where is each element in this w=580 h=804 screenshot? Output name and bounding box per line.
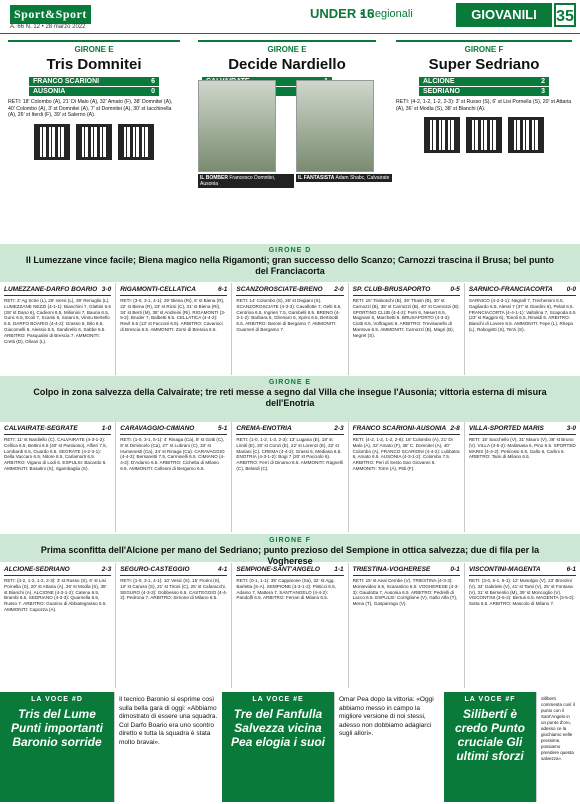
band-headline: Prima sconfitta dell'Alcione per mano del Sedriano; punto prezioso del Sempione in ottica salvezza; due di fila per la Vogherese [40, 545, 540, 566]
card-girone: GIRONE E [8, 40, 180, 54]
qr-code-icon[interactable] [76, 124, 112, 160]
score-row: SEDRIANO 3 [419, 87, 549, 96]
qr-code-icon[interactable] [466, 117, 502, 153]
photo-caption: IL BOMBER Francesco Domnitei, Ausonia [198, 174, 294, 188]
card-title: Super Sedriano [428, 56, 540, 73]
band-girone: GIRONE D [268, 247, 312, 254]
section-title: GIOVANILI [456, 3, 552, 27]
band-girone: GIRONE E [268, 379, 312, 386]
match-report: SCANZOROSCIATE-BRENO 2-0 RETI: 14' Colombo (S), 36' st Degiani (S). SCANZOROSCIATE (4-3-3): Cavallotte 7, Gelti 6.5, Centrina 6.5, Ingrieri 7.5, Gambelli 6.5. BRENO (4-3-1-2): Barbara 6, Ghenaro 6, Sprini 6.5, Bertinotti 6.5. ARBITRO: Baroni di Bergamo 7. AMMONITI: Guarneri di Bergamo 7. [232, 283, 348, 375]
band-headline: Il Lumezzane vince facile; Biena magico nella Rigamonti; gran successo dello Scanzo; Carnozzi trascina il Brusa; bel punto del Franciacorta [25, 255, 555, 276]
page-number: 35 [554, 3, 576, 27]
score-row: FRANCO SCARIONI 6 [29, 77, 159, 86]
card-title: Tris Domnitei [46, 56, 142, 73]
match-report: FRANCO SCARIONI-AUSONIA 2-8 RETI: (4-2, 1-2, 1-2, 2-8): 18' Colombo (A), 21' Di Malo (A), 32' Amato (F), 38' C. Domnitei (A), 40' Colombo (A). FRANCO SCARIONI (4-4-2): Lubbatra 6, Amato 6.5. AUSONIA (4-3-1-2): Colombo 7.5. ARBITRO: Peri di Sesto San Giovanni 6. AMMONITI: Torre (A), Pitti (F). [349, 422, 465, 532]
matches-row-d [0, 283, 580, 375]
section-band-girone-f [0, 534, 580, 566]
match-report: SP. CLUB-BRUSAPORTO 0-5 RETI: 15' Tiraboschi (B), 39' Thaim (B), 30' st Carnozzi (B), 35' st Carnozzi (B), 40' st Carnozzi (B). SPORTING CLUB (4-4-2): Ferri 6, Nesert 6.5, Magnani 6, Marchetti 6. BRUSAPORTO (4-3-3): Ciotti 6.5, Volfragosi 6. ARBITRO: Trevisanello di Mantova 6.5. AMMONITI: Carnozzi (B), Magri (B), Negret (S). [349, 283, 465, 375]
match-report: CARAVAGGIO-CIMIANO 5-1 RETI: (1-0, 3-1, 5-1): 4' Rinaga (Ca), 8' st Gotti (C), 8' st Dimiscelo (Ca), 27' st Lubrani (C), 33' st Humenesti (Ca), 34' st Rinaga (Ca). CARAVAGGIO (4-4-3): Bersanetti 7.5, Carminelli 6.5. CIMIANO (4-4-2): D'Adamo 6.5. ARBITRO: Cichelta di Milano 6.5. AMMONITI: Colleoni di Bergamo 6.5. [116, 422, 232, 532]
player-photo-fantasista [296, 80, 374, 172]
score-row: ALCIONE 2 [419, 77, 549, 86]
player-photo-bomber [198, 80, 276, 172]
voice-text-f: Sillberti commenta così il punto con il Sant'Angelo in un punto d'oro, adesso ce la giochiamo nelle prossime, possiamo prendere questa salvezza». [536, 692, 580, 802]
match-report: TRIESTINA-VOGHERESE 0-1 RETI: 15' st Aeal Cembe (V). TRIESTINA (4-3-3): Montevideo 6.5, Scarantino 6.5. VOGHERESE (4-3-3): Gaudotta 7, Ausonia 6.5. ARBITRO: Pedrelli di Lacco 6.5. ESPULSI: Corriglione (V), Gallo Alfa (T), Mena (T), Gasparrago (V). [349, 563, 465, 688]
card-title: Decide Nardiello [228, 56, 346, 73]
page-header [0, 0, 580, 34]
match-report: SEGURO-CASTEGGIO 4-1 RETI: (1-0, 3-1, 4-1): 10' Vesic (S), 15' Fiorini (S), 10' st Caruso (S), 21' st Tironi (C), 25' st Cafaracchi. SEGURO (4-3-3): Gobbesso 6.5. CASTEGGIO (4-4-2): Pedrona 7. ARBITRO: Simone di Milano 6.5. [116, 563, 232, 688]
qr-codes [396, 115, 572, 160]
voice-text-d: Il tecnico Baronio si esprime così sulla bella gara di oggi: «Abbiamo dimostrato di essere una squadra. Col Darfo Boario era uno scontro diretto e tutta la squadra è stata molto bravai». [114, 692, 222, 802]
match-card-super-sedriano [396, 40, 572, 170]
match-report: ALCIONE-SEDRIANO 2-3 RETI: (4-2, 1-2, 1-2, 2-3): 3' st Russo (S), 6' st Lisi Pornella (S), 20' st Attaria (A), 36' st Modla (S), 38' st Bianchi (A). ALCIONE (4-3-1-2): Catena 6.5, Brambi 6.5. SEDRIANO (4-3-3): Quarnella 6.5, Russo 7. ARBITRO: Guarino di Abbiategrasso 6.5. AMMONITI: Capozza (A). [0, 563, 116, 688]
section-band-girone-d [0, 244, 580, 282]
photo-caption: IL FANTASISTA Adam Shabc, Calvairate [296, 174, 392, 182]
newspaper-logo: Sport&Sport [10, 5, 91, 24]
section-band-girone-e [0, 376, 580, 422]
match-report: SEMPIONE-SANT'ANGELO 1-1 RETI: (0-1, 1-1): 35' Capparone (Sa), 32' st Agg. Barletta (S-A). SEMPIONE (4-3-1-2): Pisticci 6.5, Adamo 7, Mattera 7. SANT'ANGELO (4-4-2): Pandolfi 6.5. ARBITRO: Ferrari di Milano 6.5. [232, 563, 348, 688]
voice-box-f: LA VOCE #F Silibertí è credo Punto cruciale Gli ultimi sforzi [444, 692, 536, 802]
qr-code-icon[interactable] [508, 117, 544, 153]
voice-box-e: LA VOCE #E Tre del Fanfulla Salvezza vicina Pea elogia i suoi [222, 692, 334, 802]
match-card-tris-domnitei [8, 40, 180, 170]
qr-code-icon[interactable] [424, 117, 460, 153]
issue-info: A. 66 N. 12 • 28 marzo 2022 [10, 24, 86, 30]
qr-codes [8, 122, 180, 167]
match-report: CREMA-ENOTRIA 2-3 RETI: (1-0, 1-2, 1-3, 2-3): 13' Lugana (E), 18' st Limiti (E), 20' st Conzi (E), 22' st Lorenzi (E), 32' st Mariani (C). CREMA (4-4-2): Grassi 6, Mediasa 6.5. ENOTRIA (4-3-1-2): Bogi 7 (20' st Pacciolo 6). ARBITRO: Ferri di Dinamo 6.5. AMMONITI: Ragnelli (C), Belardi (C). [232, 422, 348, 532]
card-girone: GIRONE E [198, 40, 376, 54]
card-text: RETI: 18' Colombo (A), 21' Di Malo (A), 32' Amato (F), 38' Domnitei (A), 40' Colombo (A), 3' st Domnitei (A), 7' st Domnitei (A), 30' st Iacchinella (A), 26' st Iterdi (F), 39' st Salerno (A). [8, 99, 173, 118]
band-headline: Colpo in zona salvezza della Calvairate; tre reti messe a segno dal Villa che insegue l'Ausonia; vittoria esterna di misura dell'Enotria [33, 387, 547, 408]
match-report: SARNICO-FRANCIACORTA 0-0 SARNICO (4-2-3-1): Negrall 7, Trechemini 6.5, Gagliardo 6.5, Alessi 7 (37' st Giardini 6), Pelati 6.5. FRANCIACORTA (4-4-1-1): Valtolina 7, Scapoda 6.5 (23' st Raggini 6), Tonoli 6.5, Rinaldi 6. ARBITRO: Bianchi di Lovere 6.5. AMMONITI: Fepe (L), Rhepa (L), Rabogetti (S), Terzi (S). [465, 283, 580, 375]
score-row: AUSONIA 0 [29, 87, 159, 96]
card-girone: GIRONE F [396, 40, 572, 54]
region-label: • Regionali [360, 8, 413, 20]
category-label: UNDER 16 [310, 6, 375, 21]
voice-box-d: LA VOCE #D Tris del Lume Punti importanti Baronio sorride [0, 692, 114, 802]
card-text: RETI: (4-2, 1-2, 1-2, 2-3): 3' st Russo (S), 6' st Lisi Pornella (S), 20' st Attaria (A), 36' st Modla (S), 38' st Blanchi (A). [396, 99, 572, 112]
match-report: RIGAMONTI-CELLATICA 6-1 RETI: (3-0, 3-1, 4-1): 29' Biena (Ri), 6' st Biena (R), 22' st Biena (R), 33' st Ricsi (C), 31' st Biena (Ri), 34' st Berti (M), 38' st Andreini (Ri). RIGAMONTI (3-5-2): Bruder 7, Balbetti 6.5. CELLATICA (4-4-2): Revil 6.5 (13' st Facconi 6.5). ARBITRO: Cavarioci di Brescia 6.5. AMMONITI: Zorni di Brescia 6.5. [116, 283, 232, 375]
band-girone: GIRONE F [269, 537, 311, 544]
matches-row-e [0, 422, 580, 532]
matches-row-f [0, 563, 580, 688]
match-report: VISCONTINI-MAGENTA 6-1 RETI: (3-0, 5-1, 6-1): 12' Musolgio (V), 23' Bronzini (V), 34' Gabriele (V), 41' st Tanti (V), 25' st Fontana (V), 31' st Bersenlio (M), 39' st Moncoglio (V). VISCONTINI (3-5-2): Bertus 6.5. MAGENTA (3-5-2): Sotta 6.5. ARBITRO: Mascolo di Milano 7. [465, 563, 580, 688]
qr-code-icon[interactable] [34, 124, 70, 160]
match-report: VILLA-SPORTED MARIS 3-0 RETI: 15' Sacchello (V), 31' Mauro (V), 36' st Bruno (V). VILLA (3-5-2): Malissasa 6, Pino 6.5. SPORTED MARIS (4-4-2): Peticossi 6.5, Gallo 6, Carlini 6. ARBITRO: Tami di Milano 6.5. [465, 422, 580, 532]
qr-code-icon[interactable] [118, 124, 154, 160]
match-report: LUMEZZANE-DARFO BOARIO 3-0 RETI: 3' Ag Scrie (L), 26' Iversi (L), 39' Renuglio (L). LUMEZZANE NEZZI (4-1-1): Bianchini 7, Glattini 6.5 (28' st Dano 6), Cadeoni 6.5, Milionini 7, Bauria 6.5, Gunc 6.5, Ecoli 7, Scarisi 6, Sotani 6, Vinnu Bertello 6.5. DARFO BOARIO (4-4-2): Grasso 6, Bilo 6.5, Giacomelli 6, Alessio 6.5, Sandirello 6, Sabbe 6.5. ARBITRO: Pasqualini di Brescia 7. AMMONITI: Cretti (D), Olivari (L). [0, 283, 116, 375]
match-report: CALVAIRATE-SEGRATE 1-0 RETI: 11' st Nardiello (C). CALVAIRATE (4-3-1-2): Cellica 6.5, Bettini 6.5 (40' st Pantuoso), Alfieri 7.5, Lombardi 6.5, Guardo 6.5. SEGRATE (4-2-3-1): Della Vaccaro 6.5, Nitore 6.5, Carlamorti 6.5. ARBITRO: Vigano di Lodi 6. ESPULSI: Bacardo 6. AMMONITI: Bosatini (S), Sgambaglia (S). [0, 422, 116, 532]
voice-text-e: Omar Pea dopo la vittoria: «Oggi abbiamo messo in campo la migliore versione di noi stessi, adesso non dobbiamo adagiarci sugli allori». [334, 692, 444, 802]
